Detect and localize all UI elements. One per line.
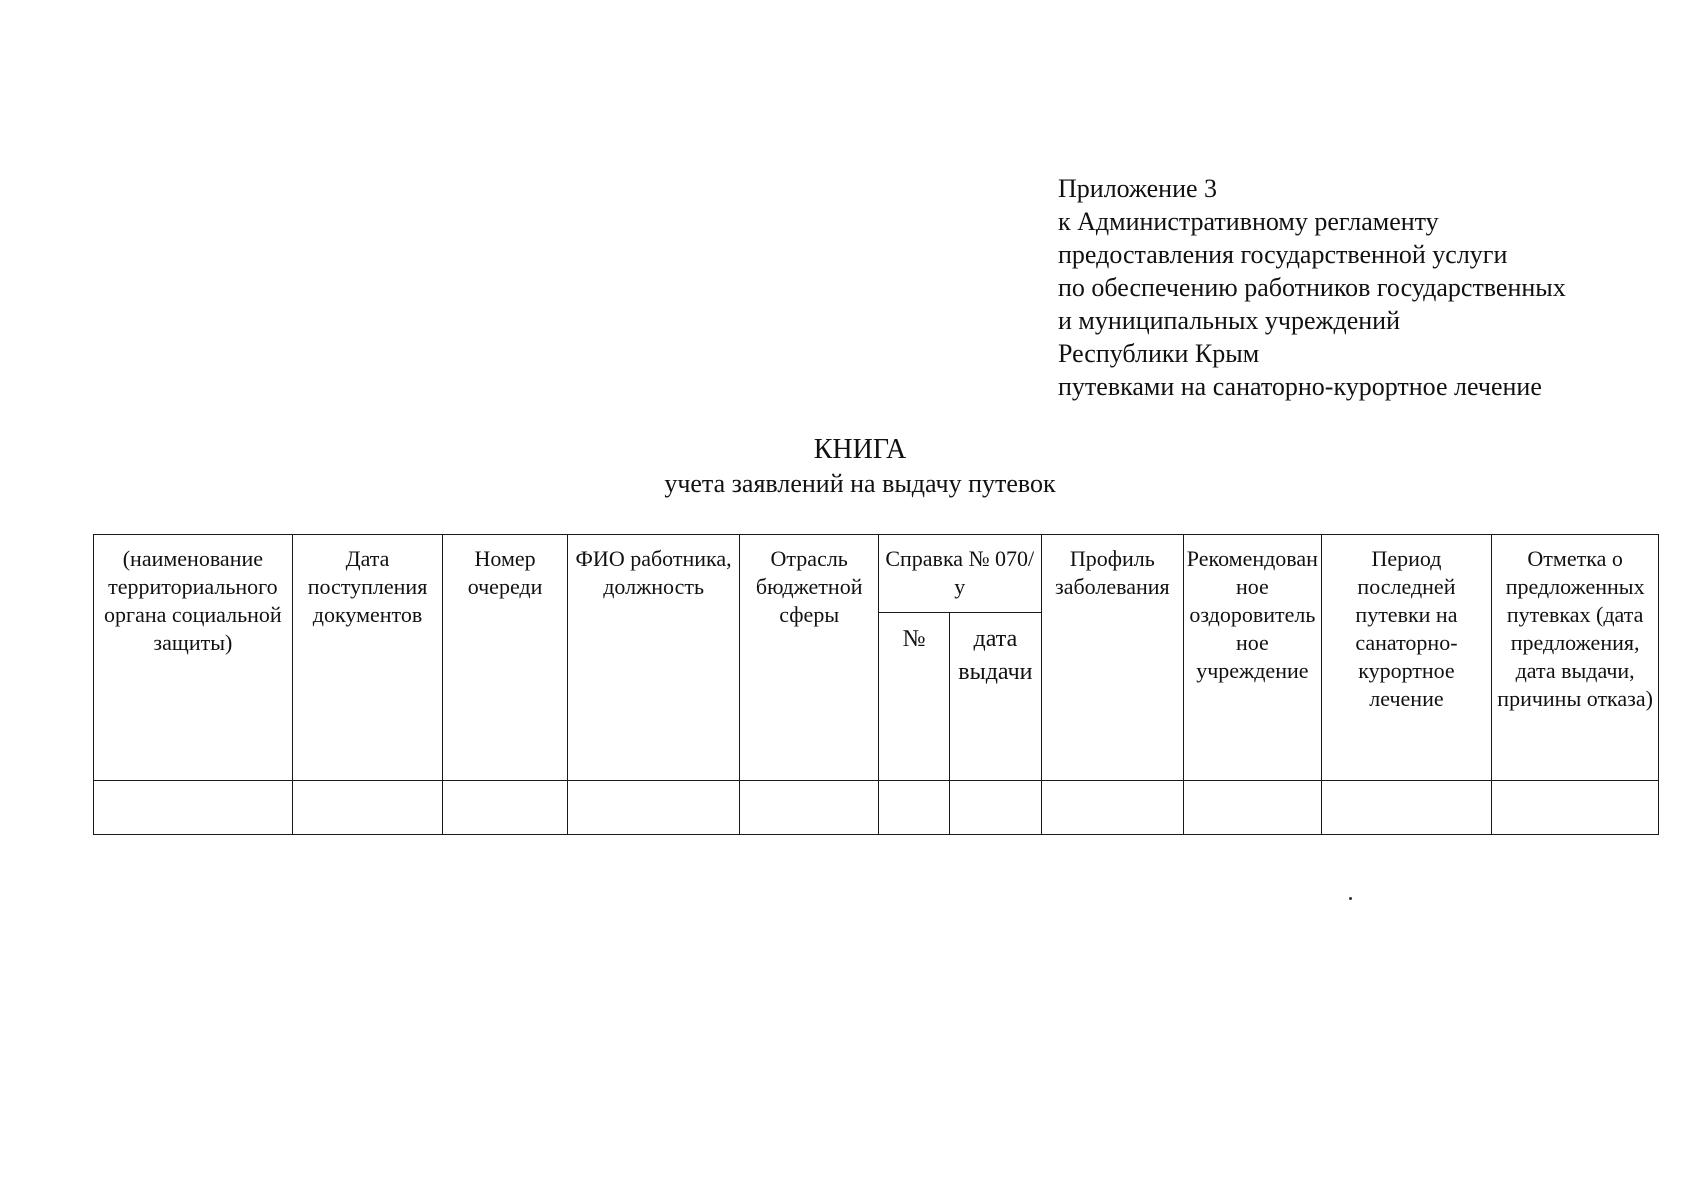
table-cell	[443, 781, 567, 835]
title-subtitle: учета заявлений на выдачу путевок	[664, 469, 1056, 498]
table-cell	[950, 781, 1041, 835]
header-certificate-issue-date: дата выдачи	[950, 613, 1041, 781]
appendix-line: к Административному регламенту	[1058, 207, 1439, 236]
scan-speck	[1349, 897, 1352, 900]
appendix-line: предоставления государственной услуги	[1058, 240, 1508, 269]
table-cell	[94, 781, 293, 835]
appendix-line: и муниципальных учреждений	[1058, 306, 1401, 335]
appendix-line: Республики Крым	[1058, 339, 1260, 368]
table-cell	[1492, 781, 1659, 835]
header-certificate: Справка № 070/у	[878, 535, 1041, 613]
appendix-line: путевками на санаторно-курортное лечение	[1058, 372, 1542, 401]
header-budget-sector: Отрасль бюджетной сферы	[740, 535, 879, 781]
header-employee-name: ФИО работника, должность	[567, 535, 740, 781]
header-queue-number: Номер очереди	[443, 535, 567, 781]
title-main: КНИГА	[813, 434, 907, 465]
header-recommended-institution: Рекомендованное оздоровительное учреждение	[1184, 535, 1322, 781]
header-last-voucher-period: Период последней путевки на санаторно-курортное лечение	[1321, 535, 1492, 781]
table-cell	[878, 781, 949, 835]
table-cell	[1184, 781, 1322, 835]
document-title	[0, 433, 1692, 501]
table-cell	[1321, 781, 1492, 835]
register-table	[93, 534, 1659, 835]
appendix-line: Приложение 3	[1058, 174, 1218, 203]
header-disease-profile: Профиль заболевания	[1041, 535, 1184, 781]
table-cell	[1041, 781, 1184, 835]
table-cell	[292, 781, 443, 835]
appendix-line: по обеспечению работников государственных	[1058, 273, 1566, 302]
appendix-block	[1058, 172, 1566, 403]
header-offered-vouchers-mark: Отметка о предложенных путевках (дата предложения, дата выдачи, причины отказа)	[1492, 535, 1659, 781]
table-cell	[567, 781, 740, 835]
table-cell	[740, 781, 879, 835]
table-header-row	[94, 535, 1659, 613]
header-date-received: Дата поступления документов	[292, 535, 443, 781]
table-row	[94, 781, 1659, 835]
header-territorial-body: (наименование территориального органа социальной защиты)	[94, 535, 293, 781]
header-certificate-number: №	[878, 613, 949, 781]
